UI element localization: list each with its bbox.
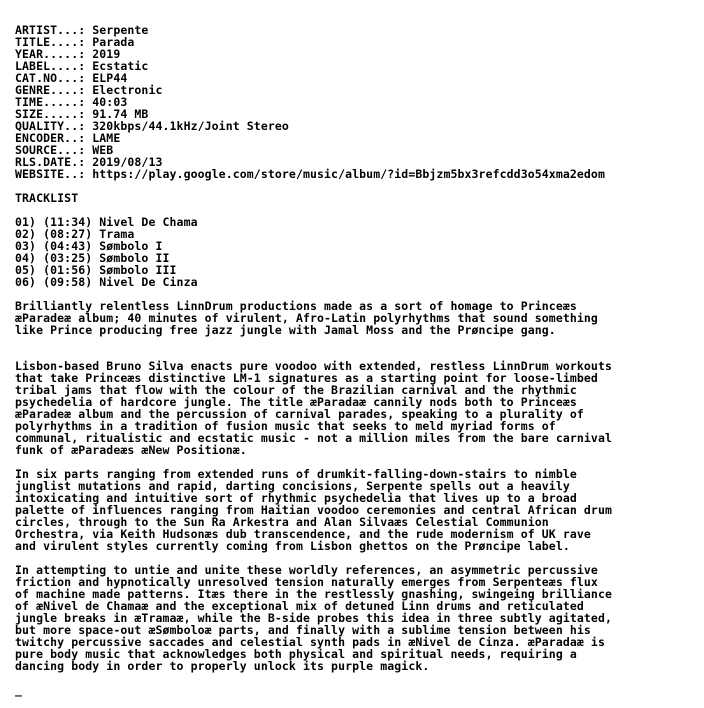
text-cursor: _ — [15, 683, 23, 697]
paragraph-line: of æNivel de Chamaæ and the exceptional mix of detuned Linn drums and reticulated — [15, 599, 584, 613]
paragraph-line: In six parts ranging from extended runs of drumkit-falling-down-stairs to nimble — [15, 467, 577, 481]
paragraph-line: twitchy percussive saccades and celestial synth pads in æNivel de Cinza. æParadaæ is — [15, 635, 605, 649]
description-paragraph-1 — [15, 300, 700, 336]
paragraph-line: that take Princeæs distinctive LM-1 signatures as a starting point for loose-limbed — [15, 371, 598, 385]
release-date-line: RLS.DATE.: 2019/08/13 — [15, 155, 163, 169]
paragraph-line: but more space-out æSømboloæ parts, and finally with a sublime tension between his — [15, 623, 591, 637]
paragraph-line: funk of æParadeæs æNew Positionæ. — [15, 443, 247, 457]
label-line: LABEL....: Ecstatic — [15, 59, 149, 73]
paragraph-line: junglist mutations and rapid, darting concisions, Serpente spells out a heavily — [15, 479, 570, 493]
paragraph-line: pure body music that acknowledges both physical and spiritual needs, requiring a — [15, 647, 577, 661]
paragraph-line: like Prince producing free jazz jungle with Jamal Moss and the Prøncipe gang. — [15, 323, 556, 337]
spacer — [15, 672, 700, 684]
paragraph-line: and virulent styles currently coming from Lisbon ghettos on the Prøncipe label. — [15, 539, 570, 553]
paragraph-line: psychedelia of hardcore jungle. The title æParadaæ cannily nods both to Princeæs — [15, 395, 577, 409]
paragraph-line: Orchestra, via Keith Hudsonæs dub transcendence, and the rude modernism of UK rave — [15, 527, 591, 541]
track-item: 05) (01:56) Sømbolo III — [15, 263, 177, 277]
description-paragraph-4 — [15, 564, 700, 672]
size-line: SIZE.....: 91.74 MB — [15, 107, 149, 121]
spacer — [15, 336, 700, 348]
track-item: 06) (09:58) Nivel De Cinza — [15, 275, 198, 289]
paragraph-line: Lisbon-based Bruno Silva enacts pure voodoo with extended, restless LinnDrum workouts — [15, 359, 613, 373]
paragraph-line: jungle breaks in æTramaæ, while the B-side probes this idea in three subtly agitated, — [15, 611, 613, 625]
genre-line: GENRE....: Electronic — [15, 83, 163, 97]
artist-line: ARTIST...: Serpente — [15, 23, 149, 37]
encoder-line: ENCODER..: LAME — [15, 131, 121, 145]
paragraph-line: circles, through to the Sun Ra Arkestra and Alan Silvaæs Celestial Communion — [15, 515, 549, 529]
paragraph-line: palette of influences ranging from Haitian voodoo ceremonies and central African drum — [15, 503, 613, 517]
paragraph-line: Brilliantly relentless LinnDrum productions made as a sort of homage to Princeæs — [15, 299, 577, 313]
year-line: YEAR.....: 2019 — [15, 47, 121, 61]
nfo-document — [15, 24, 700, 696]
time-line: TIME.....: 40:03 — [15, 95, 128, 109]
website-line: WEBSITE..: https://play.google.com/store/music/album/?id=Bbjzm5bx3refcdd3o54xma2edom — [15, 167, 605, 181]
description-paragraph-2 — [15, 360, 700, 456]
track-item: 01) (11:34) Nivel De Chama — [15, 215, 198, 229]
tracklist — [15, 216, 700, 288]
release-info-block — [15, 24, 700, 180]
paragraph-line: friction and hypnotically unresolved tension naturally emerges from Serpenteæs flux — [15, 575, 598, 589]
catalog-number-line: CAT.NO...: ELP44 — [15, 71, 128, 85]
source-line: SOURCE...: WEB — [15, 143, 114, 157]
paragraph-line: of machine made patterns. Itæs there in the restlessly gnashing, swingeing brilliance — [15, 587, 613, 601]
track-item: 03) (04:43) Sømbolo I — [15, 239, 163, 253]
title-line: TITLE....: Parada — [15, 35, 135, 49]
quality-line: QUALITY..: 320kbps/44.1kHz/Joint Stereo — [15, 119, 289, 133]
track-item: 04) (03:25) Sømbolo II — [15, 251, 170, 265]
paragraph-line: tribal jams that flow with the colour of the Brazilian carnival and the rhythmic — [15, 383, 577, 397]
paragraph-line: æParadeæ album and the percussion of carnival parades, speaking to a plurality of — [15, 407, 584, 421]
paragraph-line: æParadeæ album; 40 minutes of virulent, Afro-Latin polyrhythms that sound something — [15, 311, 598, 325]
tracklist-heading: TRACKLIST — [15, 191, 79, 205]
description-paragraph-3 — [15, 468, 700, 552]
paragraph-line: dancing body in order to properly unlock its purple magick. — [15, 659, 430, 673]
paragraph-line: In attempting to untie and unite these worldly references, an asymmetric percussive — [15, 563, 598, 577]
paragraph-line: communal, ritualistic and ecstatic music - not a million miles from the bare carnival — [15, 431, 613, 445]
paragraph-line: polyrhythms in a tradition of fusion music that seeks to meld myriad forms of — [15, 419, 556, 433]
spacer — [15, 180, 700, 192]
paragraph-line: intoxicating and intuitive sort of rhythmic psychedelia that lives up to a broad — [15, 491, 577, 505]
track-item: 02) (08:27) Trama — [15, 227, 135, 241]
